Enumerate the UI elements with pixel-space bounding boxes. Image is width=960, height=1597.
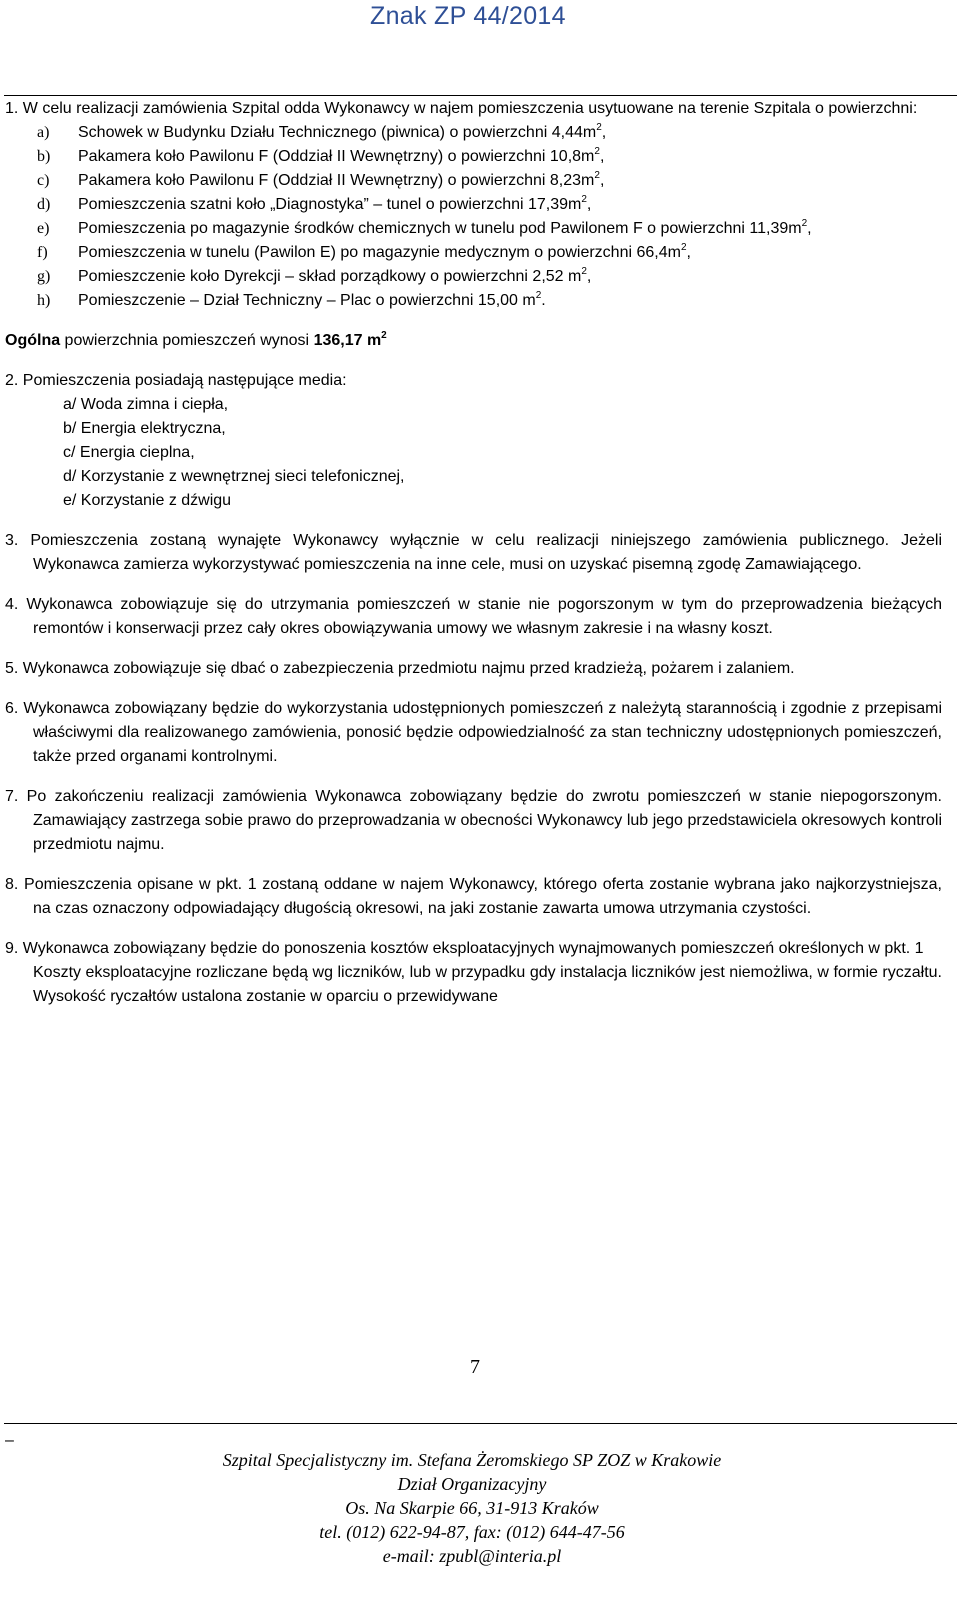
footer-institution: Szpital Specjalistyczny im. Stefana Żeromskiego SP ZOZ w Krakowie [222,1450,722,1470]
list-item-text: Pomieszczenia po magazynie środków chemicznych w tunelu pod Pawilonem F o powierzchni 11,39m [78,220,802,237]
list-marker: d) [37,196,51,213]
header-divider [4,95,957,96]
superscript: 2 [594,146,600,157]
list-item [5,217,942,241]
list-item [5,265,942,289]
list-item-tail: , [586,196,592,213]
list-item-text: Pomieszczenie – Dział Techniczny – Plac o powierzchni 15,00 m [78,292,536,309]
footer-phone: tel. (012) 622-94-87, fax: (012) 644-47-56 [319,1522,625,1542]
list-item-tail: , [599,172,605,189]
total-area-label: Ogólna [5,332,61,349]
superscript: 2 [535,290,542,301]
list-item-text: Pakamera koło Pawilonu F (Oddział II Wewnętrzny) o powierzchni 10,8m [78,148,595,165]
section-3: 3. Pomieszczenia zostaną wynajęte Wykonawcy wyłącznie w celu realizacji niniejszego zamówienia publicznego. Jeżeli Wykonawca zamierza wykorzystywać pomieszczenia na inne cele, musi on uzyskać pisemną zgodę Zamawiającego. [5,532,942,573]
footer-address: Os. Na Skarpie 66, 31-913 Kraków [345,1498,599,1518]
footnote-dash: – [5,1432,14,1449]
list-item [5,241,942,265]
list-item: b/ Energia elektryczna, [63,420,226,437]
list-item: c/ Energia cieplna, [63,444,195,461]
list-item: a/ Woda zimna i ciepła, [63,396,229,413]
section-7: 7. Po zakończeniu realizacji zamówienia Wykonawca zobowiązany będzie do zwrotu pomieszczeń w stanie niepogorszonym. Zamawiający zastrzega sobie prawo do przeprowadzania w obecności Wykonawcy lub jego przedstawiciela okresowych kontroli przedmiotu najmu. [5,788,942,853]
footer-department: Dział Organizacyjny [397,1474,547,1494]
list-marker: a) [37,124,50,141]
page-number: 7 [470,1356,480,1378]
section-9-intro: 9. Wykonawca zobowiązany będzie do ponoszenia kosztów eksploatacyjnych wynajmowanych pomieszczeń określonych w pkt. 1 [5,940,924,957]
section-5: 5. Wykonawca zobowiązuje się dbać o zabezpieczenia przedmiotu najmu przed kradzieżą, pożarem i zalaniem. [5,660,795,677]
total-area-text: powierzchnia pomieszczeń wynosi [60,332,314,349]
list-item-tail: , [586,268,592,285]
list-item-text: Pakamera koło Pawilonu F (Oddział II Wewnętrzny) o powierzchni 8,23m [78,172,595,189]
superscript: 2 [581,194,587,205]
list-item [5,193,942,217]
footer [0,1448,944,1568]
superscript: 2 [801,218,808,229]
superscript: 2 [581,266,587,277]
section-8: 8. Pomieszczenia opisane w pkt. 1 zostaną oddane w najem Wykonawcy, którego oferta zostanie wybrana jako najkorzystniejsza, na czas oznaczony odpowiadający długością okresowi, na jaki zostanie zawarta umowa utrzymania czystości. [5,876,942,917]
superscript: 2 [594,170,600,181]
list-marker: h) [37,292,51,309]
list-marker: f) [37,244,48,261]
list-item [5,121,942,145]
section-2-intro: 2. Pomieszczenia posiadają następujące media: [5,372,347,389]
list-item: d/ Korzystanie z wewnętrznej sieci telefonicznej, [63,468,405,485]
section-1-intro: 1. W celu realizacji zamówienia Szpital odda Wykonawcy w najem pomieszczenia usytuowane na terenie Szpitala o powierzchni: [5,100,918,117]
superscript: 2 [381,330,387,341]
superscript: 2 [680,242,687,253]
list-item-text: Pomieszczenie koło Dyrekcji – skład porządkowy o powierzchni 2,52 m [78,268,582,285]
superscript: 2 [596,122,602,133]
document-reference: Znak ZP 44/2014 [370,2,566,30]
footer-email: e-mail: zpubl@interia.pl [382,1546,562,1566]
list-marker: c) [37,172,50,189]
section-4: 4. Wykonawca zobowiązuje się do utrzymania pomieszczeń w stanie nie pogorszonym w tym do przeprowadzenia bieżących remontów i konserwacji przez cały okres obowiązywania umowy we własnym zakresie i na własny koszt. [5,596,942,637]
footer-divider [4,1423,957,1424]
list-item-tail: , [807,220,812,237]
total-area [5,329,942,353]
list-item-tail: , [601,124,607,141]
section-9-continuation: Koszty eksploatacyjne rozliczane będą wg liczników, lub w przypadku gdy instalacja liczników jest niemożliwa, w formie ryczałtu. Wysokość ryczałtów ustalona zostanie w oparciu o przewidywane [33,964,942,1005]
list-marker: g) [37,268,51,285]
list-marker: b) [37,148,51,165]
list-item-text: Pomieszczenia w tunelu (Pawilon E) po magazynie medycznym o powierzchni 66,4m [78,244,681,261]
list-item-tail: , [599,148,605,165]
list-marker: e) [37,220,50,237]
media-list [5,393,942,513]
list-item-text: Pomieszczenia szatni koło „Diagnostyka” – tunel o powierzchni 17,39m [78,196,582,213]
premises-list [5,121,942,313]
list-item: e/ Korzystanie z dźwigu [63,492,232,509]
list-item-tail: . [541,292,546,309]
list-item [5,169,942,193]
section-6: 6. Wykonawca zobowiązany będzie do wykorzystania udostępnionych pomieszczeń z należytą starannością i zgodnie z przepisami właściwymi dla realizowanego zamówienia, ponosić będzie odpowiedzialność za stan techniczny udostępnionych pomieszczeń, także przed organami kontrolnymi. [5,700,942,765]
list-item [5,289,942,313]
total-area-value: 136,17 m [313,332,382,349]
document-body [5,97,942,1009]
list-item [5,145,942,169]
list-item-tail: , [686,244,691,261]
list-item-text: Schowek w Budynku Działu Technicznego (piwnica) o powierzchni 4,44m [78,124,597,141]
